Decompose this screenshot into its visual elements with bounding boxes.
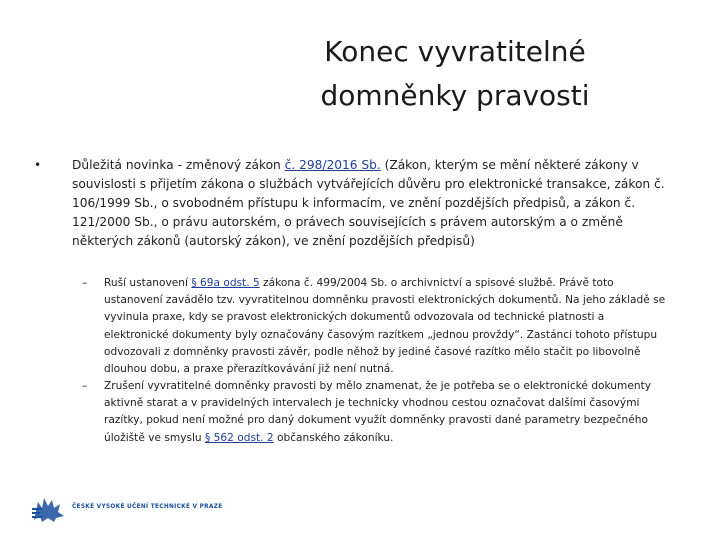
main-bullet-text [72,156,672,251]
sub-bullet-1-text [104,275,670,378]
sub-bullet-1-text-start: Ruší ustanovení [104,277,192,289]
cvut-lion-logo-icon [30,494,66,524]
bullet-dot: • [34,158,42,172]
title-line-2: domněnky pravosti [320,79,590,112]
sub-bullet-2-text-start: Zrušení vyvratitelné domněnky pravosti by mělo znamenat, že je potřeba se o elektronické dokumenty aktivně starat a v pravidelných intervalech je technicky vhodnou cestou označovat dalšími časovými razítky, pokud není možné pro daný dokument využít domněnky pravosti dané parametry bezpečného úložiště ve smyslu [104,380,652,444]
sub-bullet-1-text-end: zákona č. 499/2004 Sb. o archivnictví a spisové službě. Právě toto ustanovení zavádělo tzv. vyvratitelnou domněnku pravosti elektronických dokumentů. Na jeho základě se vyvinula praxe, kdy se pravost elektronických dokumentů odvozovala od technické platnosti a elektronické dokumenty byly označovány časovým razítkem „jednou provždy“. Zastánci tohoto přístupu odvozovali z domněnky pravosti závěr, podle něhož by jediné časové razítko mělo stačit po libovolně dlouhou dobu, a praxe přerazítkovávání již není nutná. [104,277,666,376]
title-line-1: Konec vyvratitelné [324,35,586,68]
sub-bullet-2-text [104,378,670,447]
main-bullet-text-end: (Zákon, kterým se mění některé zákony v souvislosti s přijetím zákona o službách vytvářejících důvěru pro elektronické transakce, zákon č. 106/1999 Sb., o svobodném přístupu k informacím, ve znění pozdějších předpisů, a zákon č. 121/2000 Sb., o právu autorském, o právech souvisejících s právem autorským a o změně některých zákonů (autorský zákon), ve znění pozdějších předpisů) [72,158,665,248]
law-298-2016-link[interactable]: č. 298/2016 Sb. [284,158,381,172]
slide-title [255,30,655,118]
main-bullet-text-start: Důležitá novinka - změnový zákon [72,158,285,172]
sub-bullet-dash: – [82,277,88,289]
paragraph-69a-link[interactable]: § 69a odst. 5 [191,277,260,289]
sub-bullet-2-text-end: občanského zákoníku. [273,431,394,444]
paragraph-562-link[interactable]: § 562 odst. 2 [205,431,274,444]
footer [0,489,709,539]
sub-bullet-dash: – [82,380,88,392]
university-name: ČESKÉ VYSOKÉ UČENÍ TECHNICKÉ V PRAZE [72,504,223,510]
